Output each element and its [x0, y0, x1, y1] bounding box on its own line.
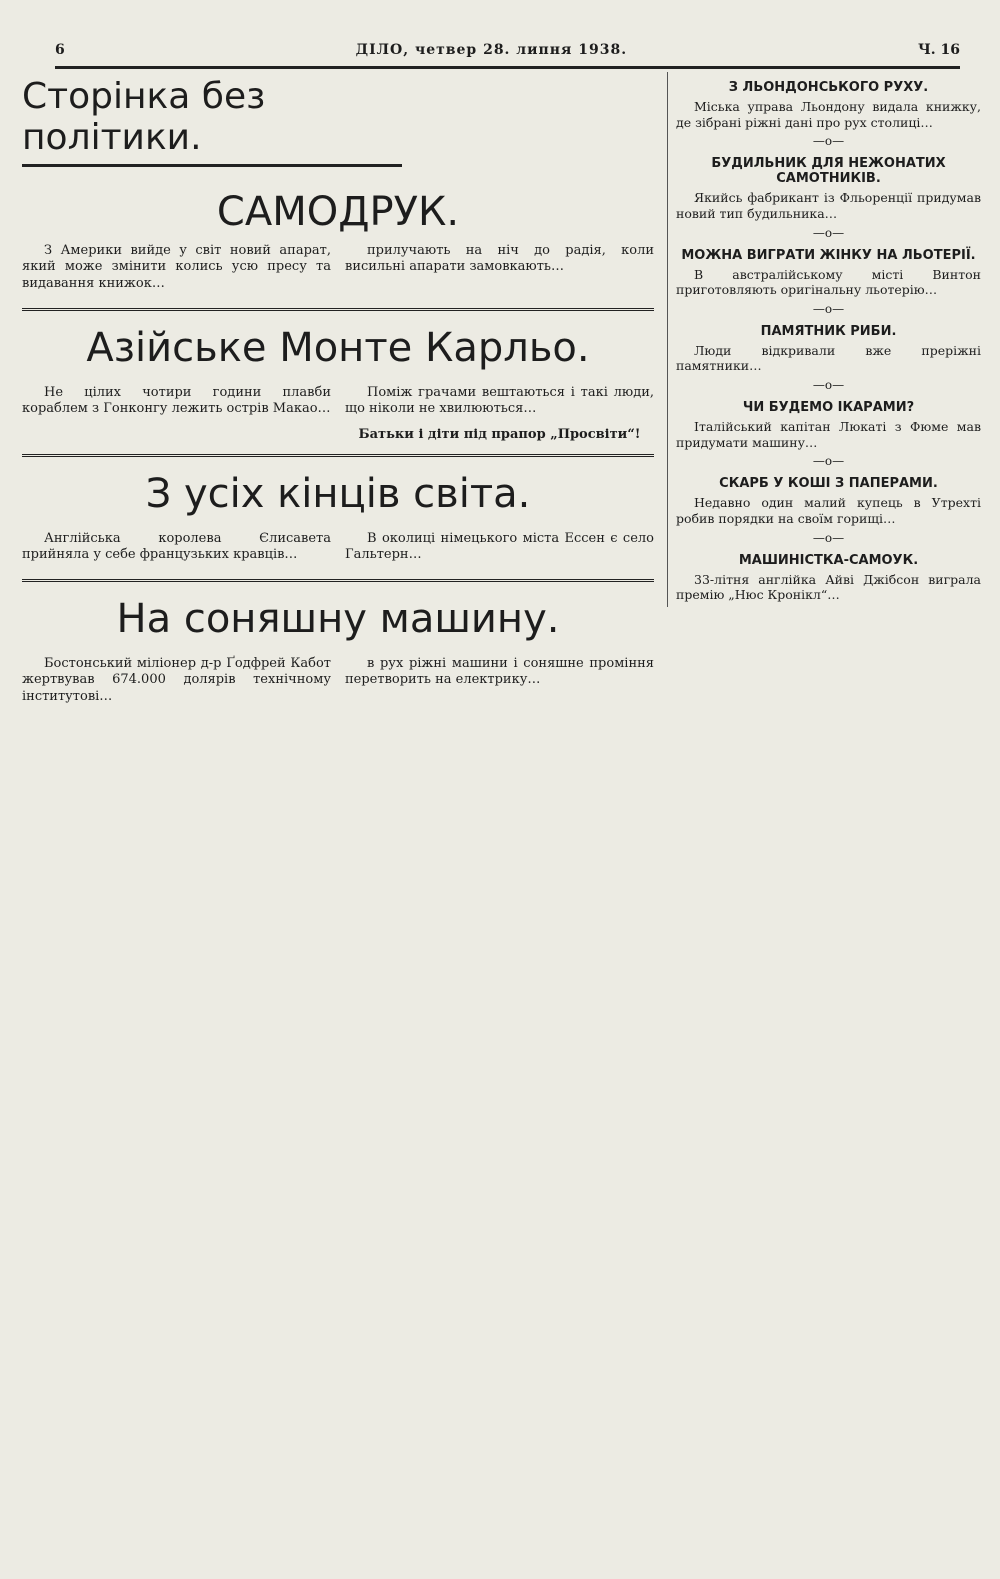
divider: [22, 454, 654, 457]
article-text: Поміж грачами вештаються і такі люди, що ніколи не хвилюються…: [345, 384, 654, 416]
news-item: [676, 156, 981, 221]
news-title: ЧИ БУДЕМО ІКАРАМИ?: [742, 400, 915, 415]
news-item: [676, 80, 981, 130]
article-text: Англійська королева Єлисавета прийняла у себе французьких кравців…: [22, 530, 331, 562]
news-title: СКАРБ У КОШІ З ПАПЕРАМИ.: [719, 476, 938, 492]
notice: Батьки і діти під прапор „Просвіти“!: [358, 427, 641, 443]
news-item: [676, 248, 981, 298]
separator: —o—: [812, 134, 845, 149]
article-title: З усіх кінців світа.: [145, 470, 531, 517]
news-title: МАШИНІСТКА-САМОУК.: [738, 552, 919, 568]
news-text: В австралійському місті Винтон приготовляють оригінальну льотерію…: [676, 266, 981, 298]
separator: —o—: [812, 225, 845, 240]
left-section: [22, 72, 654, 711]
article-columns: [22, 531, 654, 570]
article-text: З Америки вийде у світ новий апарат, який може змінити колись усю пресу та видавання книжок…: [22, 243, 331, 291]
article-text: прилучають на ніч до радія, коли висильні апарати замовкають…: [345, 243, 654, 275]
news-text: Міська управа Льондону видала книжку, де зібрані ріжні дані про рух столиці…: [676, 99, 981, 130]
divider: [22, 308, 654, 311]
article-text: В околиці німецького міста Ессен є село Гальтерн…: [345, 530, 654, 562]
masthead: ДІЛО, четвер 28. липня 1938.: [355, 42, 628, 58]
article-title: Азійське Монте Карльо.: [86, 324, 590, 371]
separator: —o—: [812, 454, 845, 469]
article-text: Бостонський міліонер д-р Ґодфрей Кабот жертвував 674.000 долярів технічному інститутові…: [22, 656, 331, 704]
article-columns: [22, 656, 654, 711]
news-title: ПАМЯТНИК РИБИ.: [760, 323, 897, 339]
news-item: [676, 400, 981, 450]
article-text: Не цілих чотири години плавби кораблем з Гонконгу лежить острів Макао…: [22, 384, 331, 416]
news-text: 33-літня англійка Айві Джібсон виграла премію „Нюс Кронікл“…: [676, 571, 981, 603]
divider: [22, 579, 654, 582]
article-title: На соняшну машину.: [116, 596, 560, 642]
news-text: Люди відкривали вже преріжні памятники…: [676, 342, 981, 374]
news-text: Якийсь фабрикант із Фльоренції придумав новий тип будильника…: [676, 190, 981, 221]
separator: —o—: [812, 301, 845, 316]
right-column: [667, 72, 981, 607]
news-title: З ЛЬОНДОНСЬКОГО РУХУ.: [728, 80, 929, 95]
news-text: Недавно один малий купець в Утрехті робив порядки на своїм горищі…: [676, 495, 981, 526]
news-item: [676, 553, 981, 603]
news-item: [676, 324, 981, 374]
news-title: МОЖНА ВИГРАТИ ЖІНКУ НА ЛЬОТЕРІЇ.: [681, 247, 976, 263]
news-title: БУДИЛЬНИК ДЛЯ НЕЖОНАТИХ САМОТНИКІВ.: [711, 156, 946, 187]
page-header: [55, 42, 960, 69]
article-columns: [22, 243, 654, 298]
issue-number: Ч. 16: [917, 42, 960, 58]
article-text: в рух ріжні машини і соняшне проміння перетворить на електрику…: [345, 656, 654, 688]
article-title: САМОДРУК.: [216, 189, 460, 235]
section-title: Сторінка без політики.: [22, 72, 402, 167]
news-text: Італійський капітан Люкаті з Фюме мав придумати машину…: [676, 419, 981, 450]
news-item: [676, 476, 981, 526]
separator: —o—: [812, 530, 845, 545]
separator: —o—: [812, 378, 845, 392]
page-number: 6: [55, 42, 65, 58]
article-columns: [22, 385, 654, 444]
